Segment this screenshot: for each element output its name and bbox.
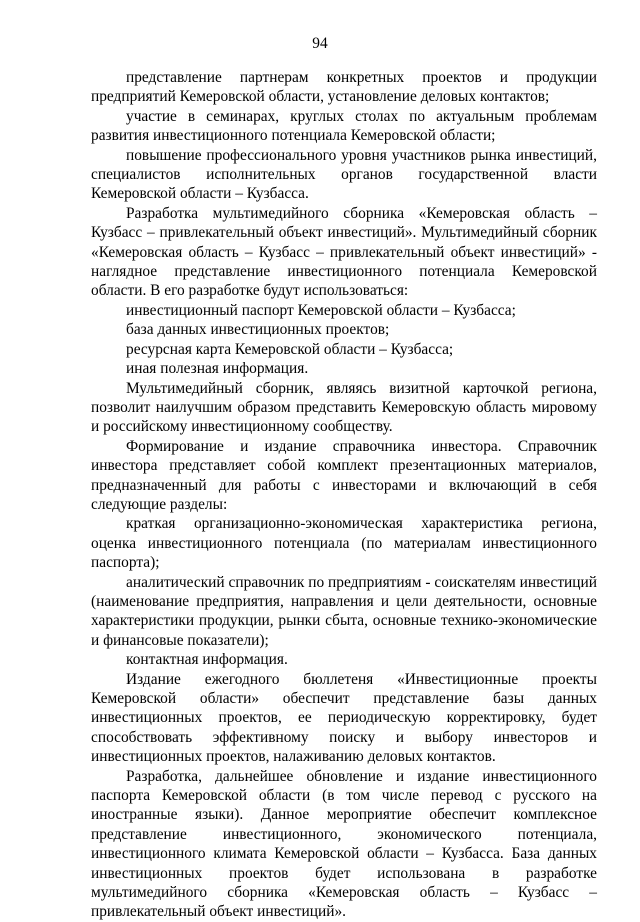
list-item-project-database: база данных инвестиционных проектов; bbox=[126, 321, 390, 339]
paragraph-project-presentation: представление партнерам конкретных проектов и продукции предприятий Кемеровской области, установление деловых контактов; bbox=[91, 69, 597, 106]
paragraph-seminars: участие в семинарах, круглых столах по актуальным проблемам развития инвестиционного потенциала Кемеровской области; bbox=[91, 107, 597, 145]
list-item-other-info: иная полезная информация. bbox=[126, 360, 309, 378]
paragraph-annual-bulletin: Издание ежегодного бюллетеня «Инвестиционные проекты Кемеровской области» обеспечит представление базы данных инвестиционных проектов, ее периодическую корректировку, будет способствовать эффективному поиску и выбору инвесторов и инвестиционных проектов, налаживанию деловых контактов. bbox=[91, 670, 597, 766]
list-item-region-characteristics: краткая организационно-экономическая характеристика региона, оценка инвестиционного потенциала (по материалам инвестиционного паспорта); bbox=[91, 515, 597, 572]
paragraph-multimedia-collection: Разработка мультимедийного сборника «Кемеровская область – Кузбасс – привлекательный объект инвестиций». Мультимедийный сборник «Кемеровская область – Кузбасс – привлекательный объект инвестиций» - наглядное представление инвестиционного потенциала Кемеровской области. В его разработке будут использоваться: bbox=[91, 204, 597, 300]
paragraph-business-card: Мультимедийный сборник, являясь визитной карточкой региона, позволит наилучшим образом представить Кемеровскую область мировому и российскому инвестиционному сообществу. bbox=[91, 379, 597, 436]
list-item-investment-passport: инвестиционный паспорт Кемеровской области – Кузбасса; bbox=[126, 301, 516, 319]
paragraph-investment-passport: Разработка, дальнейшее обновление и издание инвестиционного паспорта Кемеровской области (в том числе перевод с русского на иностранные языки). Данное мероприятие обеспечит комплексное представление инвестиционного, экономического потенциала, инвестиционного климата Кемеровской области – Кузбасса. База данных инвестиционных проектов будет использована в разработке мультимедийного сборника «Кемеровская область – Кузбасс – привлекательный объект инвестиций». bbox=[91, 767, 597, 921]
page-number: 94 bbox=[312, 35, 328, 52]
paragraph-investor-guide: Формирование и издание справочника инвестора. Справочник инвестора представляет собой комплект презентационных материалов, предназначенный для работы с инвесторами и включающий в себя следующие разделы: bbox=[91, 437, 597, 513]
list-item-resource-map: ресурсная карта Кемеровской области – Кузбасса; bbox=[126, 340, 454, 358]
body-text bbox=[91, 68, 597, 922]
list-item-analytical-reference: аналитический справочник по предприятиям - соискателям инвестиций (наименование предприятия, направления и цели деятельности, основные характеристики продукции, рынки сбыта, основные технико-экономические и финансовые показатели); bbox=[91, 573, 597, 649]
paragraph-qualification: повышение профессионального уровня участников рынка инвестиций, специалистов исполнительных органов государственной власти Кемеровской области – Кузбасса. bbox=[91, 146, 597, 203]
list-item-contact-info: контактная информация. bbox=[126, 651, 288, 669]
